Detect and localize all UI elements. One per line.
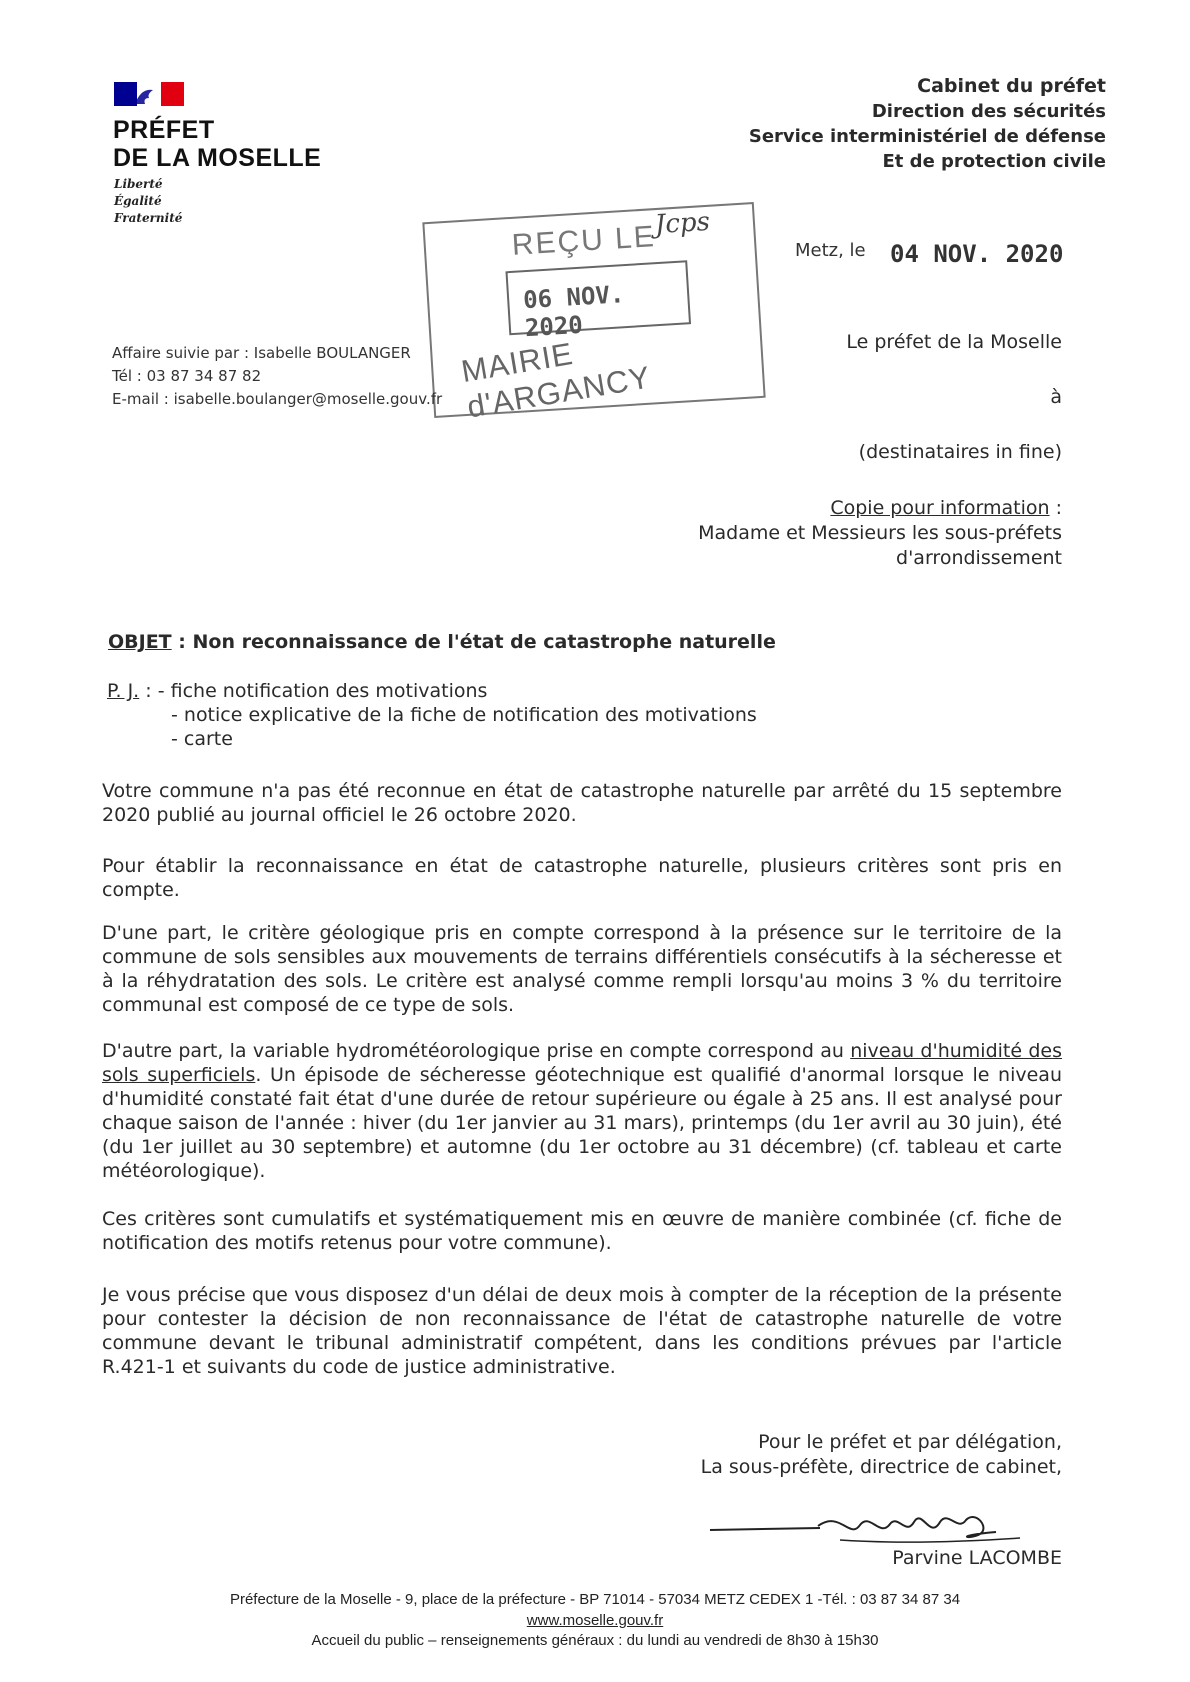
copy-label: Copie pour information — [830, 497, 1050, 519]
subject-line — [108, 631, 776, 653]
paragraph-1: Votre commune n'a pas été reconnue en état de catastrophe naturelle par arrêté du 15 septembre 2020 publié au journal officiel le 26 octobre 2020. — [102, 780, 1062, 826]
brand-line-1: PRÉFET — [113, 116, 215, 144]
subject-text: : Non reconnaissance de l'état de catastrophe naturelle — [171, 631, 776, 653]
contact-email: E-mail : isabelle.boulanger@moselle.gouv.fr — [112, 390, 443, 408]
service-protection: Et de protection civile — [882, 151, 1106, 172]
subject-label: OBJET — [108, 631, 172, 653]
signature-line-1: Pour le préfet et par délégation, — [758, 1431, 1062, 1453]
contact-tel: Tél : 03 87 34 87 82 — [112, 367, 262, 385]
flag-red-band — [161, 82, 184, 106]
copy-line-1: Madame et Messieurs les sous-préfets — [698, 522, 1062, 544]
attachment-1: P. J. : - fiche notification des motivations — [107, 680, 488, 702]
paragraph-4: D'autre part, la variable hydrométéorologique prise en compte correspond au niveau d'humidité des sols superficiels. Un épisode de sécheresse géotechnique est qualifié d'anormal lorsque le niveau d'humidité constaté fait état d'une durée de retour supérieure ou égale à 25 ans. Il est analysé pour chaque saison de l'année : hiver (du 1er janvier au 31 mars), printemps (du 1er avril au 30 juin), été (du 1er juillet au 30 septembre) et automne (du 1er octobre au 31 décembre) (cf. tableau et carte météorologique). — [102, 1040, 1062, 1182]
paragraph-6: Je vous précise que vous disposez d'un délai de deux mois à compter de la réception de la présente pour contester la décision de non reconnaissance de l'état de catastrophe naturelle de votre commune devant le tribunal administratif compétent, dans les conditions prévues par l'article R.421-1 et suivants du code de justice administrative. — [102, 1284, 1062, 1378]
flag-white-band — [137, 82, 160, 106]
footer-hours: Accueil du public – renseignements généraux : du lundi au vendredi de 8h30 à 15h30 — [311, 1632, 879, 1649]
republic-flag-logo — [114, 82, 184, 106]
attachment-2: - notice explicative de la fiche de notification des motivations — [171, 704, 757, 726]
motto-fraternite: Fraternité — [114, 211, 183, 225]
signature-block — [701, 1430, 1062, 1480]
recipients: (destinataires in fine) — [858, 441, 1062, 463]
prefecture-brand — [113, 116, 321, 172]
motto-egalite: Égalité — [114, 194, 162, 208]
service-interministeriel: Service interministériel de défense — [748, 126, 1106, 147]
service-cabinet: Cabinet du préfet — [917, 75, 1106, 97]
copy-sep: : — [1049, 497, 1062, 519]
paragraph-2: Pour établir la reconnaissance en état de catastrophe naturelle, plusieurs critères sont pris en compte. — [102, 855, 1062, 901]
attachments — [107, 679, 757, 751]
stamp-handwritten-initials: Jcps — [654, 206, 711, 241]
addressee-prefix: à — [1050, 386, 1062, 408]
marianne-icon — [133, 84, 157, 108]
signatory-name: Parvine LACOMBE — [892, 1547, 1062, 1569]
sender: Le préfet de la Moselle — [846, 331, 1062, 353]
attachment-3: - carte — [171, 728, 233, 750]
paragraph-5: Ces critères sont cumulatifs et systématiquement mis en œuvre de manière combinée (cf. fiche de notification des motifs retenus pour votre commune). — [102, 1208, 1062, 1254]
attachments-label: P. J. — [107, 680, 140, 702]
paragraph-3: D'une part, le critère géologique pris en compte correspond à la présence sur le territoire de la commune de sols sensibles aux mouvements de terrains différentiels consécutifs à la sécheresse et à la réhydratation des sols. Le critère est analysé comme rempli lorsqu'au moins 3 % du territoire communal est composé de ce type de sols. — [102, 922, 1062, 1016]
service-block — [749, 74, 1106, 174]
footer-address: Préfecture de la Moselle - 9, place de la préfecture - BP 71014 - 57034 METZ CEDEX 1 -Tél. : 03 87 34 87 34 — [229, 1591, 961, 1608]
copy-block — [698, 496, 1062, 571]
service-direction: Direction des sécurités — [871, 101, 1106, 122]
copy-line-2: d'arrondissement — [896, 547, 1062, 569]
motto-liberte: Liberté — [114, 177, 163, 191]
humidity-underlined: niveau d'humidité des sols superficiels — [102, 1040, 1062, 1086]
copy-heading — [698, 496, 1062, 521]
stamp-date: 06 NOV. 2020 — [522, 280, 626, 343]
brand-line-2: DE LA MOSELLE — [113, 144, 322, 172]
contact-block — [112, 342, 442, 411]
signature-line-2: La sous-préfète, directrice de cabinet, — [700, 1456, 1062, 1478]
dateline-date: 04 NOV. 2020 — [890, 240, 1064, 268]
contact-affaire: Affaire suivie par : Isabelle BOULANGER — [112, 344, 411, 362]
republic-motto — [114, 176, 182, 227]
dateline-place: Metz, le — [795, 240, 866, 261]
reception-stamp — [422, 202, 765, 425]
stamp-recu-label: REÇU LE — [510, 220, 657, 262]
stamp-mairie: MAIRIE d'ARGANCY — [458, 335, 654, 425]
footer-website-link[interactable]: www.moselle.gouv.fr — [526, 1612, 664, 1629]
